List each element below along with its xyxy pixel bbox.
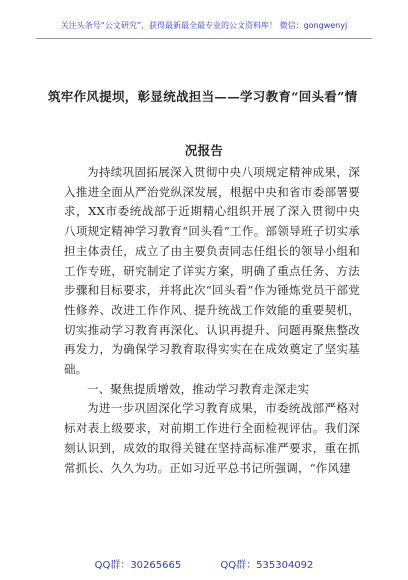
footer-qq-group-2: QQ群：535304092 bbox=[220, 560, 314, 571]
section-heading-1: 一、聚焦提质增效，推动学习教育走深走实 bbox=[87, 381, 310, 396]
header-note: 关注头条号“公文研究”，获得最新最全最专业的公文资料库！ 微信：gongwenyj bbox=[60, 21, 348, 30]
document-title-line-2: 况报告 bbox=[184, 143, 224, 158]
document-title bbox=[48, 70, 360, 178]
footer-note bbox=[0, 556, 408, 571]
header-divider bbox=[36, 38, 372, 39]
body-paragraph-section-1: 为进一步巩固深化学习教育成果，市委统战部严格对标对表上级要求，对前期工作进行全面检视评估。我们深刻认识到，成效的取得关键在坚持高标准严要求，重在抓常抓长、久久为功。正如习近平总书记所强调，“作风建 bbox=[64, 401, 360, 475]
footer-qq-group-1: QQ群：30265665 bbox=[94, 560, 182, 571]
document-title-line-1: 筑牢作风提坝，彰显统战担当——学习教育“回头看”情 bbox=[48, 89, 358, 104]
document-body bbox=[64, 163, 360, 478]
body-paragraph-intro: 为持续巩固拓展深入贯彻中央八项规定精神成果，深入推进全面从严治党纵深发展，根据中央和省市委部署要求，XX市委统战部于近期精心组织开展了深入贯彻中央八项规定精神学习教育“回头看”工作。部领导班子切实承担主体责任，成立了由主要负责同志任组长的领导小组和工作专班，研究制定了详实方案，明确了重点任务、方法步骤和目标要求，并将此次“回头看”作为锤炼党员干部党性修养、改进工作作风、提升统战工作效能的重要契机，切实推动学习教育再深化、认识再提升、问题再聚焦整改再发力，为确保学习教育取得实实在在成效奠定了坚实基础。 bbox=[64, 165, 360, 377]
